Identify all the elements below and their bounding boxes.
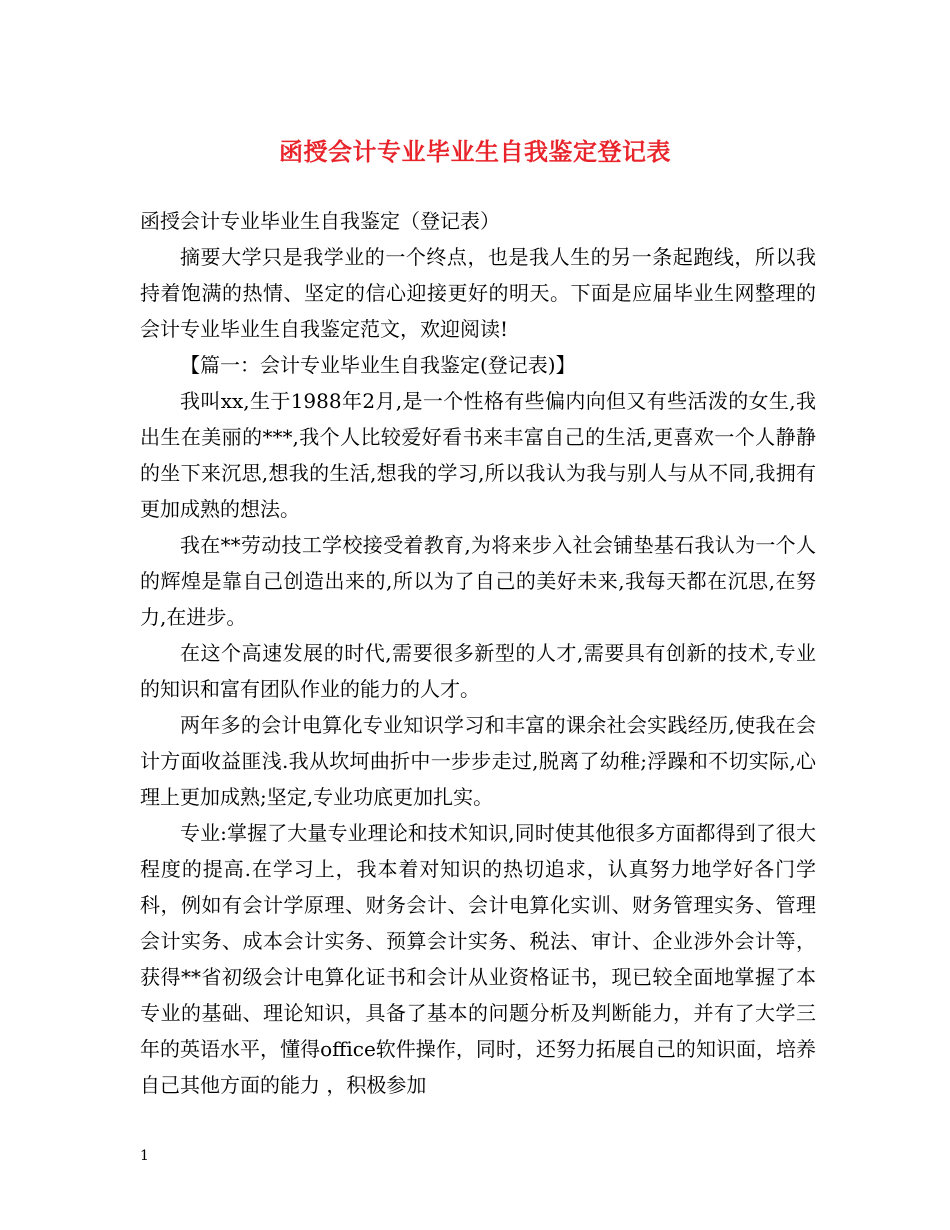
- paragraph: 专业:掌握了大量专业理论和技术知识,同时使其他很多方面都得到了很大程度的提高.在学习上，我本着对知识的热切追求，认真努力地学好各门学科，例如有会计学原理、财务会计、会计电算化实训、财务管理实务、管理会计实务、成本会计实务、预算会计实务、税法、审计、企业涉外会计等，获得**省初级会计电算化证书和会计从业资格证书，现已较全面地掌握了本专业的基础、理论知识，具备了基本的问题分析及判断能力，并有了大学三年的英语水平，懂得office软件操作，同时，还努力拓展自己的知识面，培养自己其他方面的能力 ，积极参加: [140, 821, 816, 1097]
- paragraph: 在这个高速发展的时代,需要很多新型的人才,需要具有创新的技术,专业的知识和富有团队作业的能力的人才。: [140, 641, 816, 701]
- paragraph-abstract: 摘要大学只是我学业的一个终点，也是我人生的另一条起跑线，所以我持着饱满的热情、坚定的信心迎接更好的明天。下面是应届毕业生网整理的会计专业毕业生自我鉴定范文，欢迎阅读!: [140, 245, 816, 341]
- document-subtitle: 函授会计专业毕业生自我鉴定（登记表）: [140, 209, 500, 233]
- paragraph: 我叫xx,生于1988年2月,是一个性格有些偏内向但又有些活泼的女生,我出生在美丽的***,我个人比较爱好看书来丰富自己的生活,更喜欢一个人静静的坐下来沉思,想我的生活,想我的学习,所以我认为我与别人与从不同,我拥有更加成熟的想法。: [140, 389, 816, 521]
- paragraph: 两年多的会计电算化专业知识学习和丰富的课余社会实践经历,使我在会计方面收益匪浅.我从坎坷曲折中一步步走过,脱离了幼稚;浮躁和不切实际,心理上更加成熟;坚定,专业功底更加扎实。: [140, 713, 816, 809]
- page-number: 1: [140, 1148, 149, 1164]
- document-body: [140, 203, 816, 1103]
- document-title: 函授会计专业毕业生自我鉴定登记表: [279, 137, 671, 166]
- paragraph: 我在**劳动技工学校接受着教育,为将来步入社会铺垫基石我认为一个人的辉煌是靠自己创造出来的,所以为了自己的美好未来,我每天都在沉思,在努力,在进步。: [140, 533, 816, 629]
- section-heading: 【篇一：会计专业毕业生自我鉴定(登记表)】: [180, 353, 576, 377]
